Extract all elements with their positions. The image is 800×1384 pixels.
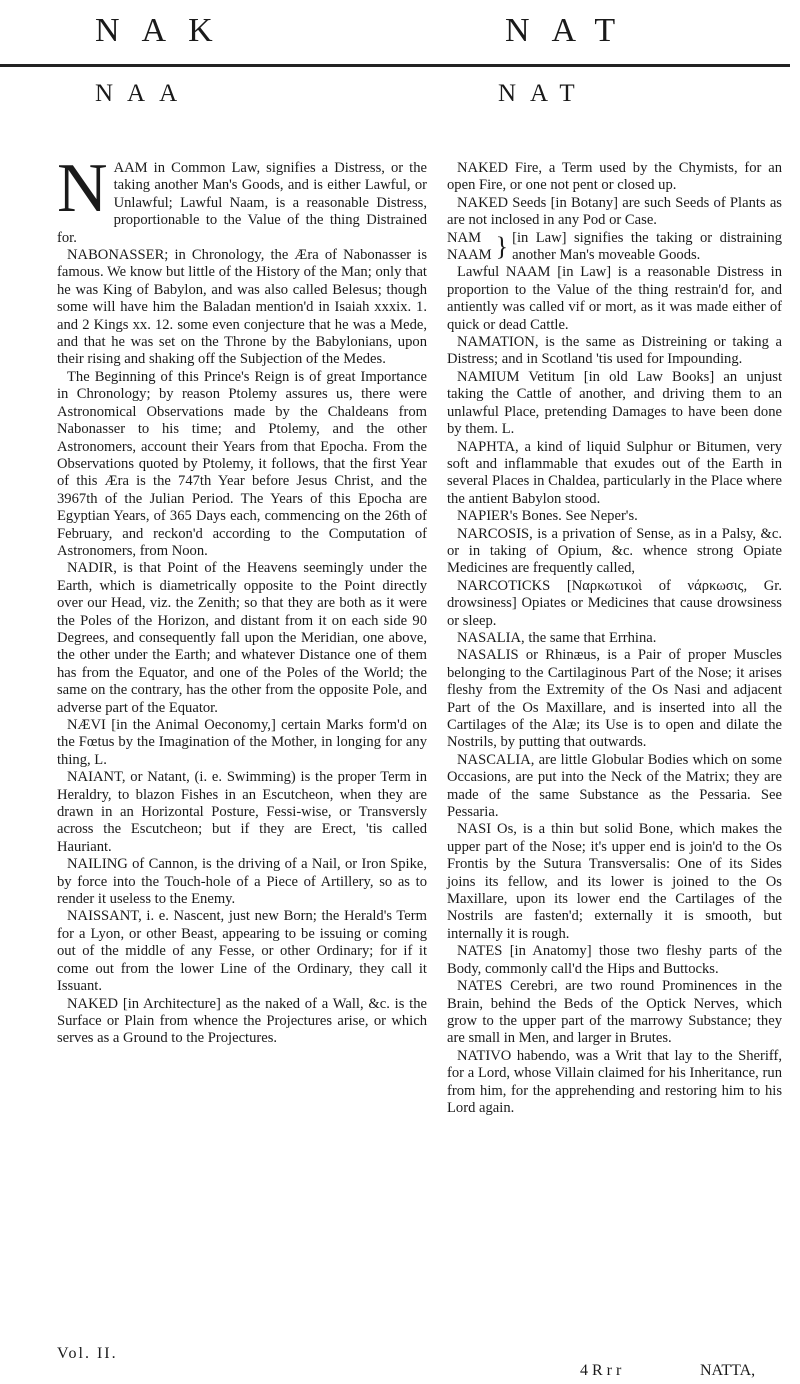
entry-napier: NAPIER's Bones. See Neper's. <box>457 508 638 525</box>
entry-naevi: NÆVI [in the Animal Oeconomy,] certain Marks form'd on the Fœtus by the Imagination of the Mother, in longing for any thing, L. <box>57 717 427 768</box>
entry-naked-seeds: NAKED Seeds [in Botany] are such Seeds of Plants as are not inclosed in any Pod or Case. <box>447 194 782 229</box>
column-heads <box>0 80 800 120</box>
headword-naam: NAAM <box>447 247 492 264</box>
entry-naam <box>57 150 427 247</box>
entry-nates-cerebri: NATES Cerebri, are two round Prominences in the Brain, behind the Beds of the Optick Nerves, which grow to the upper part of the marrowy Substance; they are small in Men, and larger in Brutes. <box>447 978 782 1047</box>
entry-narcoticks: NARCOTICKS [Ναρκωτικοὶ of νάρκωσις, Gr. drowsiness] Opiates or Medicines that cause drowsiness or sleep. <box>447 577 782 629</box>
left-column <box>57 150 427 1048</box>
brace-glyph: } <box>495 232 509 262</box>
entry-nascalia: NASCALIA, are little Globular Bodies which on some Occasions, are put into the Neck of the Matrix; they are made of the same Substance as the Pessaria. See Pessaria. <box>447 751 782 821</box>
entry-nasi-os: NASI Os, is a thin but solid Bone, which makes the upper part of the Nose; it's upper end is join'd to the Os Frontis by the Sutura Transversalis: One of its Sides joins its fellow, and its lower is joined to the Os Maxillare, upon its lower end the Cartilages of the Nostrils are fasten'd; externally it is smooth, but internally it is rough. <box>447 821 782 942</box>
entry-namation: NAMATION, is the same as Distreining or taking a Distress; and in Scotland 'tis used for Impounding. <box>447 334 782 368</box>
running-head-right: NAT <box>505 12 638 49</box>
entry-lawful-naam: Lawful NAAM [in Law] is a reasonable Distress in proportion to the Value of the thing restrain'd for, and antiently was called vif or mort, as it was made either of quick or dead Cattle. <box>447 264 782 333</box>
entry-naked-fire: NAKED Fire, a Term used by the Chymists, for an open Fire, or one not pent or closed up. <box>447 160 782 194</box>
entry-naissant: NAISSANT, i. e. Nascent, just new Born; the Herald's Term for a Lyon, or other Beast, appearing to be issuing or coming out of the middle of any Fesse, or other Ordinary; for if it come out from the lower Line of the Ordinary, they call it Issuant. <box>57 908 427 995</box>
entry-naiant: NAIANT, or Natant, (i. e. Swimming) is the proper Term in Heraldry, to blazon Fishes in an Escutcheon, when they are drawn in an Horizontal Posture, Fessi-wise, or Transversly across the Escutcheon; but if they are Erect, 'tis called Hauriant. <box>57 769 427 855</box>
entry-nativo-habendo: NATIVO habendo, was a Writ that lay to the Sheriff, for a Lord, whose Villain claimed for his Inheritance, run from him, for the apprehending and restoring him to his Lord again. <box>447 1047 782 1116</box>
entry-nabonasser-cont: The Beginning of this Prince's Reign is of great Importance in Chronology; by reason Ptolemy assures us, there were Astronomical Observations made by the Chaldeans from Nabonasser to his time; and Ptolemy, and the other Astronomers, account their Years from that Epocha. From the Observations quoted by Ptolemy, it follows, that the first Year of this Æra is the 747th Year before Jesus Christ, and the 3967th of the Julian Period. The Years of this Epocha are Egyptian Years, of 365 Days each, commencing on the 26th of February, and reckon'd according to the Computation of Astronomers, from Noon. <box>57 368 427 559</box>
entry-narcosis: NARCOSIS, is a privation of Sense, as in a Palsy, &c. or in taking of Opium, &c. whence strong Opiate Medicines are frequently called, <box>447 525 782 577</box>
entry-namium: NAMIUM Vetitum [in old Law Books] an unjust taking the Cattle of another, and driving them to an unlawful Place, pretending Damages to have been done by them. L. <box>447 368 782 438</box>
signature-mark: 4 R r r <box>580 1362 622 1379</box>
volume-label: Vol. II. <box>57 1345 118 1362</box>
entry-nabonasser: NABONASSER; in Chronology, the Æra of Nabonasser is famous. We know but little of the History of the Man; only that he was King of Babylon, and was also called Belesus; though some will have him the Baladan mention'd in Isaiah xxxix. 1. and 2 Kings xx. 12. some even conjecture that he was a Mede, and that he was set on the Throne by the Babylonians, upon their rising and shaking off the Subjection of the Medes. <box>57 247 427 368</box>
right-column <box>447 160 782 1117</box>
column-head-right: NAT <box>498 80 589 107</box>
entry-naked-architecture: NAKED [in Architecture] as the naked of a Wall, &c. is the Surface or Plain from whence the Projectures arise, or which serves as a Ground to the Projectures. <box>57 995 427 1047</box>
entry-nadir: NADIR, is that Point of the Heavens seemingly under the Earth, which is diametrically opposite to the Point directly over our Head, viz. the Zenith; so that they are both as it were the Poles of the Horizon, and distant from it on each side 90 Degrees, and consequently fall upon the Meridian, one above, the other under the Earth; and whatever Distance one of them has from the Equator, and one of the Poles of the World; the same on the contrary, has the other from the opposite Pole, and adverse part of the Equator. <box>57 560 427 716</box>
entry-nasalis: NASALIS or Rhinæus, is a Pair of proper Muscles belonging to the Cartilaginous Part of the Nose; it arises fleshy from the Extremity of the Os Nasi and adjacent Part of the Os Maxillare, and is inserted into all the Cartilages of the Alæ; its Use is to open and dilate the Nostrils, by putting that outwards. <box>447 647 782 751</box>
header-rule <box>0 64 790 67</box>
drop-cap: N <box>57 150 108 227</box>
headword-nam: NAM <box>447 229 482 246</box>
running-head-left: NAK <box>95 12 235 49</box>
entry-nailing: NAILING of Cannon, is the driving of a Nail, or Iron Spike, by force into the Touch-hole of a Piece of Artillery, so as to render it useless to the Enemy. <box>57 856 427 908</box>
entry-nam-naam <box>447 230 782 265</box>
entry-nates: NATES [in Anatomy] those two fleshy parts of the Body, commonly call'd the Hips and Buttocks. <box>447 943 782 977</box>
column-head-left: NAA <box>95 80 192 107</box>
bracket-names <box>447 230 492 265</box>
running-head <box>0 8 800 68</box>
entry-text: AAM in Common Law, signifies a Distress, or the taking another Man's Goods, and is either Lawful, or Unlawful; Lawful Naam, is a reasonable Distress, proportionable to the Value of the thing Distrained for. <box>57 160 427 246</box>
entry-text: [in Law] signifies the taking or distraining another Man's moveable Goods. <box>512 229 782 264</box>
catchword: NATTA, <box>700 1362 756 1379</box>
entry-naphta: NAPHTA, a kind of liquid Sulphur or Bitumen, very soft and inflammable that exudes out of the Earth in several Places in Chaldea, particularly in the Place where the antient Babylon stood. <box>447 438 782 507</box>
entry-nasalia: NASALIA, the same that Errhina. <box>457 629 657 646</box>
